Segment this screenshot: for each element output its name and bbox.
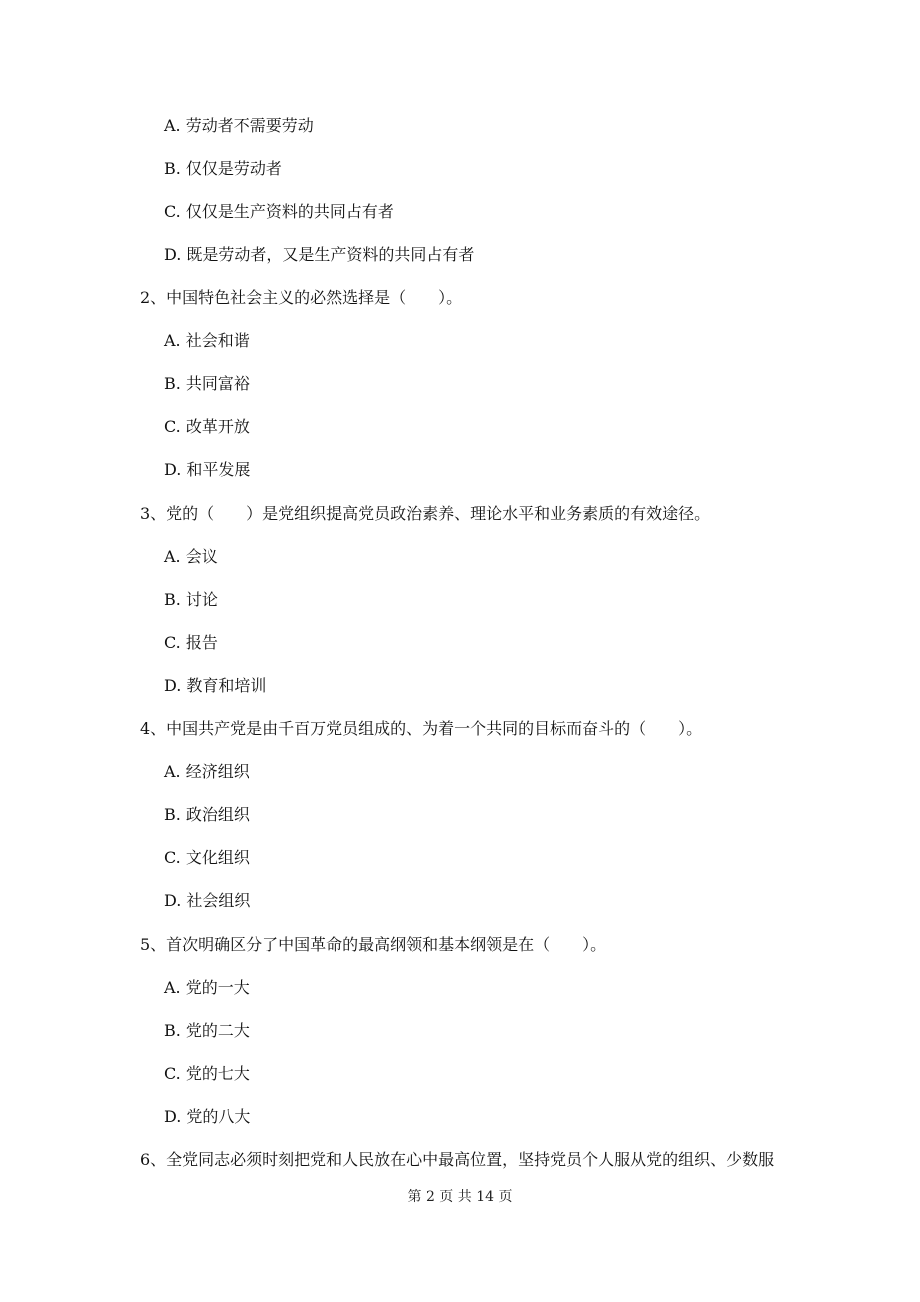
option-line: B. 仅仅是劳动者	[164, 159, 282, 178]
question-line: 4、中国共产党是由千百万党员组成的、为着一个共同的目标而奋斗的（ ）。	[140, 719, 703, 738]
option-line: D. 既是劳动者，又是生产资料的共同占有者	[164, 245, 475, 264]
option-line: C. 党的七大	[164, 1064, 250, 1083]
option-line: A. 经济组织	[164, 762, 250, 781]
option-line: D. 和平发展	[164, 460, 251, 479]
option-line: A. 社会和谐	[164, 331, 250, 350]
page-footer: 第 2 页 共 14 页	[407, 1189, 513, 1205]
option-line: C. 仅仅是生产资料的共同占有者	[164, 202, 394, 221]
option-line: B. 讨论	[164, 590, 218, 609]
option-line: D. 教育和培训	[164, 676, 267, 695]
option-line: D. 社会组织	[164, 891, 251, 910]
question-line: 3、党的（ ）是党组织提高党员政治素养、理论水平和业务素质的有效途径。	[140, 504, 711, 523]
option-line: D. 党的八大	[164, 1107, 251, 1126]
option-line: C. 文化组织	[164, 848, 250, 867]
option-line: A. 会议	[164, 547, 218, 566]
question-line: 6、全党同志必须时刻把党和人民放在心中最高位置，坚持党员个人服从党的组织、少数服	[140, 1150, 775, 1169]
option-line: A. 党的一大	[164, 978, 250, 997]
option-line: C. 报告	[164, 633, 218, 652]
question-line: 2、中国特色社会主义的必然选择是（ ）。	[140, 288, 463, 307]
option-line: B. 政治组织	[164, 805, 250, 824]
question-line: 5、首次明确区分了中国革命的最高纲领和基本纲领是在（ ）。	[140, 935, 607, 954]
option-line: C. 改革开放	[164, 417, 250, 436]
option-line: B. 共同富裕	[164, 374, 250, 393]
option-line: A. 劳动者不需要劳动	[164, 116, 314, 135]
option-line: B. 党的二大	[164, 1021, 250, 1040]
